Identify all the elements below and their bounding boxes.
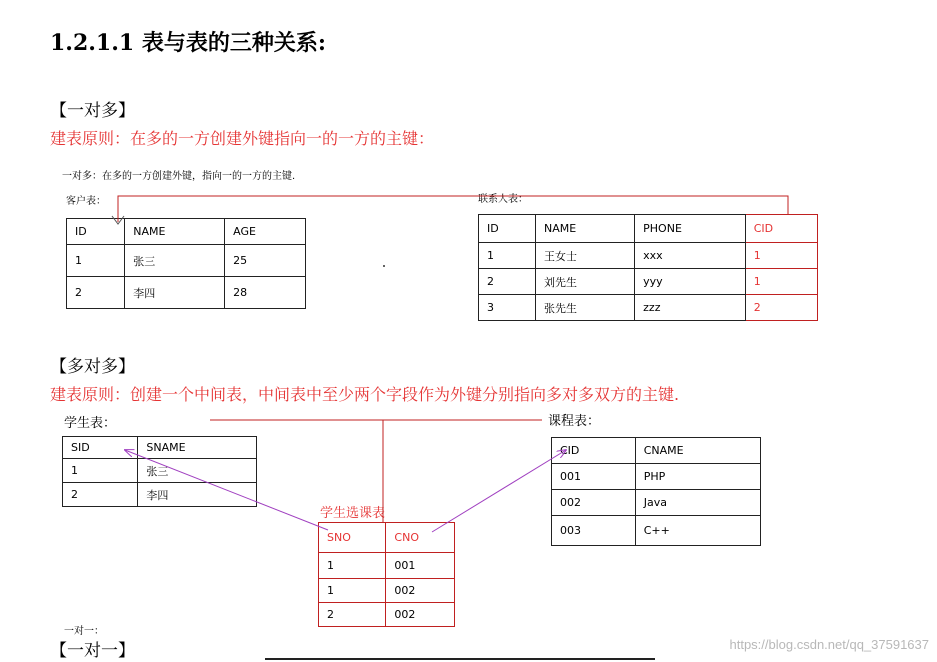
section-many-to-many: 【多对多】 [50,357,135,377]
table-row [319,579,455,603]
fk-arrow-cno-cid [432,450,566,532]
course-table-title: 课程表： [548,414,601,429]
table-header: CID [552,438,636,464]
table-cell: 001 [386,553,455,579]
table-cell: 1 [479,243,536,269]
table-row [552,438,761,464]
table-cell: 1 [319,553,386,579]
table-cell: 2 [479,269,536,295]
customer-table-title: 客户表： [66,196,106,207]
table-header: SNO [319,523,386,553]
table-cell: 王女士 [535,243,634,269]
table-row [67,277,306,309]
section-one-to-one: 【一对一】 [50,641,135,661]
contact-table [478,214,818,321]
table-cell-cid: 1 [745,243,817,269]
select-table [318,522,455,627]
table-row [479,243,818,269]
table-header: PHONE [635,215,746,243]
table-header: CNAME [635,438,760,464]
table-row [67,219,306,245]
table-cell: 1 [319,579,386,603]
table-cell: 28 [225,277,306,309]
table-header: NAME [125,219,225,245]
table-cell: 001 [552,464,636,490]
table-cell: 002 [386,579,455,603]
table-row [67,245,306,277]
table-row [319,553,455,579]
table-cell-cid: 2 [745,295,817,321]
table-row [319,523,455,553]
table-cell: 张三 [125,245,225,277]
page-bottom-rule [265,658,655,660]
customer-table [66,218,306,309]
table-header: ID [479,215,536,243]
table-header: NAME [535,215,634,243]
table-cell: 1 [67,245,125,277]
table-header: SNAME [138,437,257,459]
table-cell: 002 [386,603,455,627]
section-one-to-many: 【一对多】 [50,101,135,121]
table-cell: 李四 [138,483,257,507]
table-cell: 2 [67,277,125,309]
table-cell: PHP [635,464,760,490]
student-table-title: 学生表： [64,416,117,431]
table-row [479,215,818,243]
student-table [62,436,257,507]
course-table [551,437,761,546]
table-cell: yyy [635,269,746,295]
table-row [552,490,761,516]
table-cell: 3 [479,295,536,321]
watermark: https://blog.csdn.net/qq_37591637 [729,637,929,652]
select-table-title: 学生选课表 [320,506,386,521]
table-cell: xxx [635,243,746,269]
one-to-one-cut-text: 一对一： [64,626,104,637]
table-row [552,464,761,490]
table-header: CNO [386,523,455,553]
table-cell: 2 [63,483,138,507]
table-row [63,437,257,459]
note-one-to-many: 一对多：在多的一方创建外键，指向一的一方的主键. [62,171,296,182]
page-heading: 1.2.1.1 表与表的三种关系: [50,30,326,56]
table-row [319,603,455,627]
table-header: ID [67,219,125,245]
rule-many-to-many: 建表原则：创建一个中间表，中间表中至少两个字段作为外键分别指向多对多双方的主键. [50,385,680,404]
table-row [63,483,257,507]
table-cell: 刘先生 [535,269,634,295]
contact-table-title: 联系人表： [478,194,528,205]
table-cell-cid: 1 [745,269,817,295]
table-cell: 1 [63,459,138,483]
table-row [552,516,761,546]
table-header: SID [63,437,138,459]
table-header-cid: CID [745,215,817,243]
table-cell: 李四 [125,277,225,309]
table-cell: C++ [635,516,760,546]
table-row [479,269,818,295]
rule-one-to-many: 建表原则：在多的一方创建外键指向一的一方的主键： [50,129,435,148]
table-cell: 003 [552,516,636,546]
table-cell: 002 [552,490,636,516]
table-cell: zzz [635,295,746,321]
table-cell: 张三 [138,459,257,483]
table-cell: Java [635,490,760,516]
table-cell: 2 [319,603,386,627]
table-row [63,459,257,483]
table-cell: 张先生 [535,295,634,321]
table-header: AGE [225,219,306,245]
table-row [479,295,818,321]
table-cell: 25 [225,245,306,277]
